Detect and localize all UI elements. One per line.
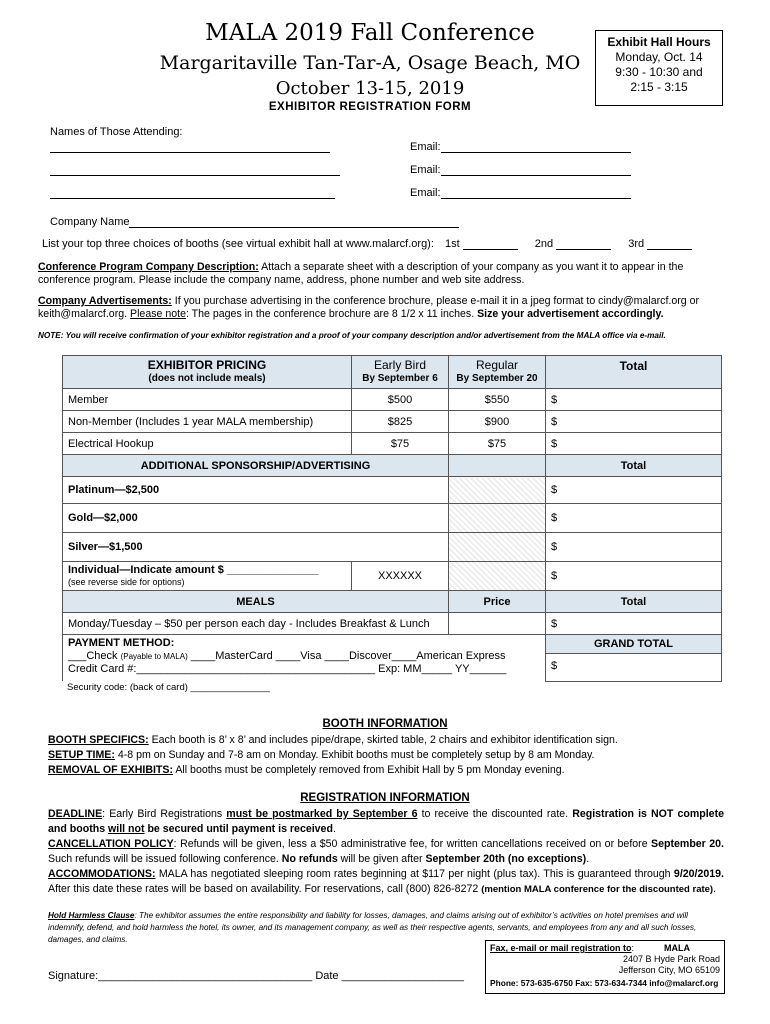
regular-header (449, 356, 546, 389)
hatched-cell (449, 562, 546, 591)
row-label: Electrical Hookup (63, 433, 352, 455)
attendee-name-field-1[interactable] (50, 142, 330, 153)
cancellation-label: CANCELLATION POLICY (48, 838, 174, 850)
accom-text: MALA has negotiated sleeping room rates beginning at $117 per night (plus tax). This is guaranteed through (155, 868, 674, 880)
email-field-3[interactable] (441, 188, 631, 199)
fax-label: Fax, e-mail or mail registration to (490, 943, 632, 953)
pricing-header-cell (63, 356, 352, 389)
fax-box (485, 940, 725, 994)
conference-dates: October 13-15, 2019 (275, 78, 465, 99)
meals-price-header: Price (449, 591, 546, 613)
booth-specifics-label: BOOTH SPECIFICS: (48, 734, 149, 746)
email-label: Email: (410, 164, 441, 176)
payment-options[interactable] (68, 650, 540, 663)
hatched-cell (449, 533, 546, 562)
total-field[interactable]: $ (546, 433, 722, 455)
company-description-text (38, 261, 724, 286)
meals-total-header: Total (546, 591, 722, 613)
meals-header: MEALS (63, 591, 449, 613)
cancel-date: September 20. (651, 838, 724, 850)
sponsor-label: Gold—$2,000 (63, 504, 449, 533)
deadline-bold-2: be secured until payment is received (144, 823, 333, 835)
deadline-text-2: to receive the discounted rate. (417, 808, 573, 820)
regular-price: $75 (449, 433, 546, 455)
row-label: Non-Member (Includes 1 year MALA membership) (63, 411, 352, 433)
fax-addr2: Jefferson City, MO 65109 (618, 965, 720, 975)
choice-3-label: 3rd (628, 238, 645, 250)
attendee-name-field-2[interactable] (50, 165, 340, 176)
total-field[interactable]: $ (546, 533, 722, 562)
deadline-label: DEADLINE (48, 808, 103, 820)
cancel-deadline: September 20th (no exceptions) (425, 853, 587, 865)
pricing-table (62, 355, 722, 682)
exhibit-hours-box (595, 30, 723, 106)
company-name-field[interactable] (129, 217, 459, 228)
payment-cards: ____MasterCard ____Visa ____Discover____American Express (187, 650, 506, 662)
payment-check-note: (Payable to MALA) (120, 652, 188, 661)
cancel-period: . (586, 853, 590, 865)
fax-colon: : (631, 943, 635, 953)
grand-total-field[interactable]: $ (551, 660, 558, 672)
total-field[interactable]: $ (546, 613, 722, 635)
early-price: $825 (352, 411, 449, 433)
accommodations-label: ACCOMMODATIONS: (48, 868, 156, 880)
venue: Margaritaville Tan-Tar-A, Osage Beach, MO (159, 52, 581, 74)
table-row (63, 477, 722, 504)
table-row (63, 389, 722, 411)
email-row-2 (410, 164, 631, 176)
hold-harmless-label: Hold Harmless Clause (48, 911, 135, 920)
accom-mention: (mention MALA conference for the discounted rate) (481, 884, 714, 895)
hatched-cell (449, 504, 546, 533)
booth-choice-row (42, 238, 692, 250)
booth-choice-label: List your top three choices of booths (see virtual exhibit hall at www.malarcf.org): (42, 238, 434, 250)
choice-3-field[interactable] (647, 239, 692, 250)
table-row (63, 562, 722, 591)
fax-org: MALA (664, 943, 690, 953)
regular-price: $900 (449, 411, 546, 433)
deadline-bold: Registration is NOT complete and booths (48, 808, 724, 835)
total-field[interactable]: $ (546, 389, 722, 411)
sponsor-label: Platinum—$2,500 (63, 477, 449, 504)
attendee-name-field-3[interactable] (50, 188, 335, 199)
confirmation-note: NOTE: You will receive confirmation of your exhibitor registration and a proof of your company description and/or advertisement from the MALA office via e-mail. (38, 331, 666, 340)
early-bird-header (352, 356, 449, 389)
choice-2-field[interactable] (556, 239, 611, 250)
total-header: Total (546, 356, 722, 389)
individual-sub: (see reverse side for options) (68, 577, 185, 587)
choice-1-label: 1st (444, 238, 460, 250)
table-row (63, 433, 722, 455)
early-price: $500 (352, 389, 449, 411)
pricing-col1: EXHIBITOR PRICING (147, 358, 267, 372)
meals-row-label: Monday/Tuesday – $50 per person each day - Includes Breakfast & Lunch (63, 613, 449, 635)
registration-info-body (48, 807, 724, 897)
early-bird-sub: By September 6 (362, 373, 438, 384)
email-row-3 (410, 187, 631, 199)
total-field[interactable]: $ (546, 411, 722, 433)
email-label: Email: (410, 187, 441, 199)
setup-time-text: 4-8 pm on Sunday and 7-8 am on Monday. Exhibit booths must be completely setup by 8 am Monday. (114, 749, 595, 761)
total-field[interactable]: $ (546, 562, 722, 591)
choice-1-field[interactable] (463, 239, 518, 250)
table-row (63, 504, 722, 533)
company-name-label: Company Name (50, 216, 130, 228)
conference-title: MALA 2019 Fall Conference (205, 20, 535, 46)
booth-specifics-text: Each booth is 8’ x 8’ and includes pipe/drape, skirted table, 2 chairs and exhibitor identification sign. (148, 734, 618, 746)
sponsorship-total-header: Total (546, 455, 722, 477)
form-name: EXHIBITOR REGISTRATION FORM (268, 101, 472, 113)
payment-cell (63, 635, 546, 682)
table-row (63, 533, 722, 562)
accom-date: 9/20/2019. (673, 868, 724, 880)
cancel-text-3: will be given after (337, 853, 426, 865)
accom-text-2: After this date these rates will be based on availability. For reservations, call (800) 826-8272 (48, 883, 482, 895)
early-bird-label: Early Bird (373, 358, 426, 372)
setup-time-label: SETUP TIME: (48, 749, 115, 761)
description-body: Attach a separate sheet with a description of your company as you want it to appear in the conference program. Please include the company name, address, phone number and web site address. (38, 261, 684, 286)
fax-contact: Phone: 573-635-6750 Fax: 573-634-7344 info@malarcf.org (490, 978, 719, 988)
hold-harmless-text: : The exhibitor assumes the entire responsibility and liability for losses, damages, and claims arising out of exhibitor’s activities on hotel premises and will indemnify, defend, and hold harmless the hotel, its owner, and its management company, as well as their respective agents, servants, and employees from any and all such losses, damages, and claims. (48, 911, 697, 944)
total-field[interactable]: $ (546, 477, 722, 504)
grand-total-cell (546, 635, 722, 682)
advertisements-body: If you purchase advertising in the conference brochure, please e-mail it in a jpeg format to cindy@malarcf.org or keith@malarcf.org. (38, 295, 700, 320)
regular-price: $550 (449, 389, 546, 411)
email-row-1 (410, 141, 631, 153)
sponsor-label: Silver—$1,500 (63, 533, 449, 562)
table-row (63, 411, 722, 433)
exhibit-hours-slot2: 2:15 - 3:15 (630, 80, 688, 94)
deadline-postmark: must be postmarked by September 6 (226, 808, 418, 820)
email-label: Email: (410, 141, 441, 153)
table-row (63, 613, 722, 635)
meals-header-row (63, 591, 722, 613)
size-instruction: Size your advertisement accordingly. (477, 307, 664, 320)
regular-label: Regular (475, 358, 519, 372)
exhibit-hours-day: Monday, Oct. 14 (615, 50, 703, 64)
description-heading: Conference Program Company Description: (38, 261, 259, 273)
cancel-text: : Refunds will be given, less a $50 administrative fee, for written cancellations received on or before (173, 838, 652, 850)
payment-check: ___Check (68, 650, 121, 662)
deadline-text: : Early Bird Registrations (102, 808, 227, 820)
booth-info-heading: BOOTH INFORMATION (322, 718, 448, 730)
sponsorship-header: ADDITIONAL SPONSORSHIP/ADVERTISING (63, 455, 449, 477)
total-field[interactable]: $ (546, 504, 722, 533)
regular-sub: By September 20 (456, 373, 538, 384)
company-name-row (50, 216, 459, 228)
sponsorship-header-row (63, 455, 722, 477)
payment-heading: PAYMENT METHOD: (68, 637, 175, 649)
email-field-1[interactable] (441, 142, 631, 153)
deadline-will-not: will not (108, 823, 145, 835)
note-body: : The pages in the conference brochure are 8 1/2 x 11 inches. (185, 307, 478, 320)
individual-label: Individual—Indicate amount $ _______________ (68, 564, 319, 576)
removal-text: All booths must be completely removed from Exhibit Hall by 5 pm Monday evening. (172, 764, 565, 776)
removal-label: REMOVAL OF EXHIBITS: (48, 764, 173, 776)
pricing-col1-sub: (does not include meals) (148, 373, 266, 384)
no-refunds: No refunds (281, 853, 338, 865)
payment-row (63, 635, 722, 682)
pricing-header-row (63, 356, 722, 389)
grand-total-label: GRAND TOTAL (546, 635, 721, 654)
advertisements-heading: Company Advertisements: (38, 295, 172, 307)
row-label: Member (63, 389, 352, 411)
early-price: $75 (352, 433, 449, 455)
email-field-2[interactable] (441, 165, 631, 176)
credit-card-field[interactable]: Credit Card #:_______________________________________ Exp: MM_____ YY______ (68, 663, 507, 675)
accom-period: . (713, 883, 717, 895)
individual-mid: XXXXXX (352, 562, 449, 591)
registration-info-heading: REGISTRATION INFORMATION (300, 792, 470, 804)
fax-label-row (490, 943, 634, 954)
choice-2-label: 2nd (534, 238, 554, 250)
attendees-label: Names of Those Attending: (50, 126, 183, 138)
individual-cell[interactable] (63, 562, 352, 591)
deadline-period: . (332, 823, 336, 835)
please-note: Please note (130, 307, 186, 320)
fax-addr1: 2407 B Hyde Park Road (622, 954, 720, 964)
cancel-text-2: Such refunds will be issued following conference. (48, 853, 282, 865)
exhibit-hours-slot1: 9:30 - 10:30 and (615, 65, 703, 79)
security-code-field[interactable]: Security code: (back of card) _______________ (67, 682, 270, 693)
hatched-cell (449, 477, 546, 504)
exhibit-hours-heading: Exhibit Hall Hours (607, 35, 711, 49)
advertisements-text (38, 295, 724, 320)
shaded-cell (449, 455, 546, 477)
signature-field[interactable]: Signature:___________________________________ Date ____________________ (48, 970, 464, 982)
booth-info-body (48, 733, 728, 778)
meals-price-cell (449, 613, 546, 635)
